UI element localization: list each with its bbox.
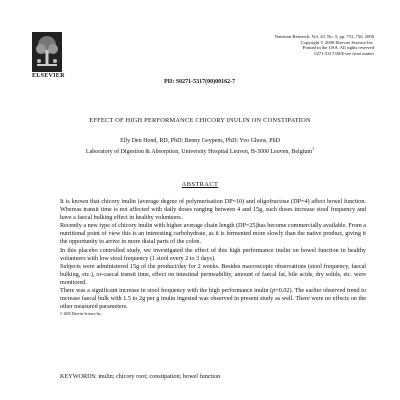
affiliation-line [0, 145, 400, 156]
abstract-body [60, 198, 366, 317]
abstract-paragraph-1: It is known that chicory inulin (average degree of polymerisation DP=10) and oligofructose (DP=4) affect bowel function. Whereas transit time is not affected with daily doses ranging between 4 and 15g, such doses increase stool frequency and have a faecal bulking effect in healthy volunteers. [60, 199, 366, 222]
elsevier-tree-logo-icon [32, 32, 62, 72]
author-block [0, 137, 400, 156]
abstract-paragraph-4: Subjects were administered 15g of the product/day for 2 weeks. Besides macroscopic observations (stool frequency, faecal bulking, etc.), or-caecal transit time, effect on intestinal permeability, amount of faecal fat, bile acids, dry solids, etc. were monitored. [60, 263, 366, 286]
journal-copyright: Copyright © 2000 Elsevier Science Inc. [300, 39, 374, 45]
p-value-symbol: p [272, 288, 276, 295]
abstract-paragraph-2: Recently a new type of chicory inulin with higher average chain length (DP=25)has become commercially available. From a nutritional point of view this is an interesting carbohydrate, as it is fermented more slowly than the native product, giving it the opportunity to arrive in more distal parts of the colon. [60, 223, 366, 246]
journal-info [262, 34, 374, 56]
abstract-paragraph-5-end: =0.02). The earlier observed trend to increase faecal bulk with 1.5 to 2g per g inulin ingested was observed in present study as well. There were no effects on the other measured parameters. [60, 288, 366, 311]
affiliation: Laboratory of Digestion & Absorption, University Hospital Leuven, B-3000 Leuven, Belgium [85, 149, 313, 155]
journal-issn: 0271-5317/00/$-see front matter [314, 50, 374, 56]
abstract-copyright: © 2000 Elsevier Science Inc. [60, 312, 102, 317]
abstract-heading: ABSTRACT [181, 181, 219, 188]
affiliation-mark: 1 [312, 146, 315, 151]
keywords-line: KEYWORDS: inulin; chicory root; constipation; bowel function [60, 373, 221, 380]
author-list: Elly Den Hond, RD, PhD; Benny Geypens, PhD; Yvo Ghoos, PhD [120, 138, 280, 144]
abstract-paragraph-5-start: There was a significant increase in stool frequency with the high performance inulin ( [60, 288, 273, 295]
abstract-paragraph-3: In this placebo controlled study, we investigated the effect of this high performance inulin on bowel function in healthy volunteers with low stool frequency (1 stool every 2 to 3 days). [60, 247, 366, 262]
journal-printed: Printed in the USA. All rights reserved [302, 45, 374, 51]
abstract-paragraph-5 [60, 287, 366, 311]
journal-citation: Nutrition Research, Vol. 20, No. 5, pp. 731–736, 2000 [274, 34, 374, 39]
paper-title: EFFECT OF HIGH PERFORMANCE CHICORY INULIN ON CONSTIPATION [89, 117, 311, 124]
pii-identifier: PII: S0271-5317(00)00162-7 [164, 79, 236, 85]
publisher-name: ELSEVIER [32, 73, 65, 79]
